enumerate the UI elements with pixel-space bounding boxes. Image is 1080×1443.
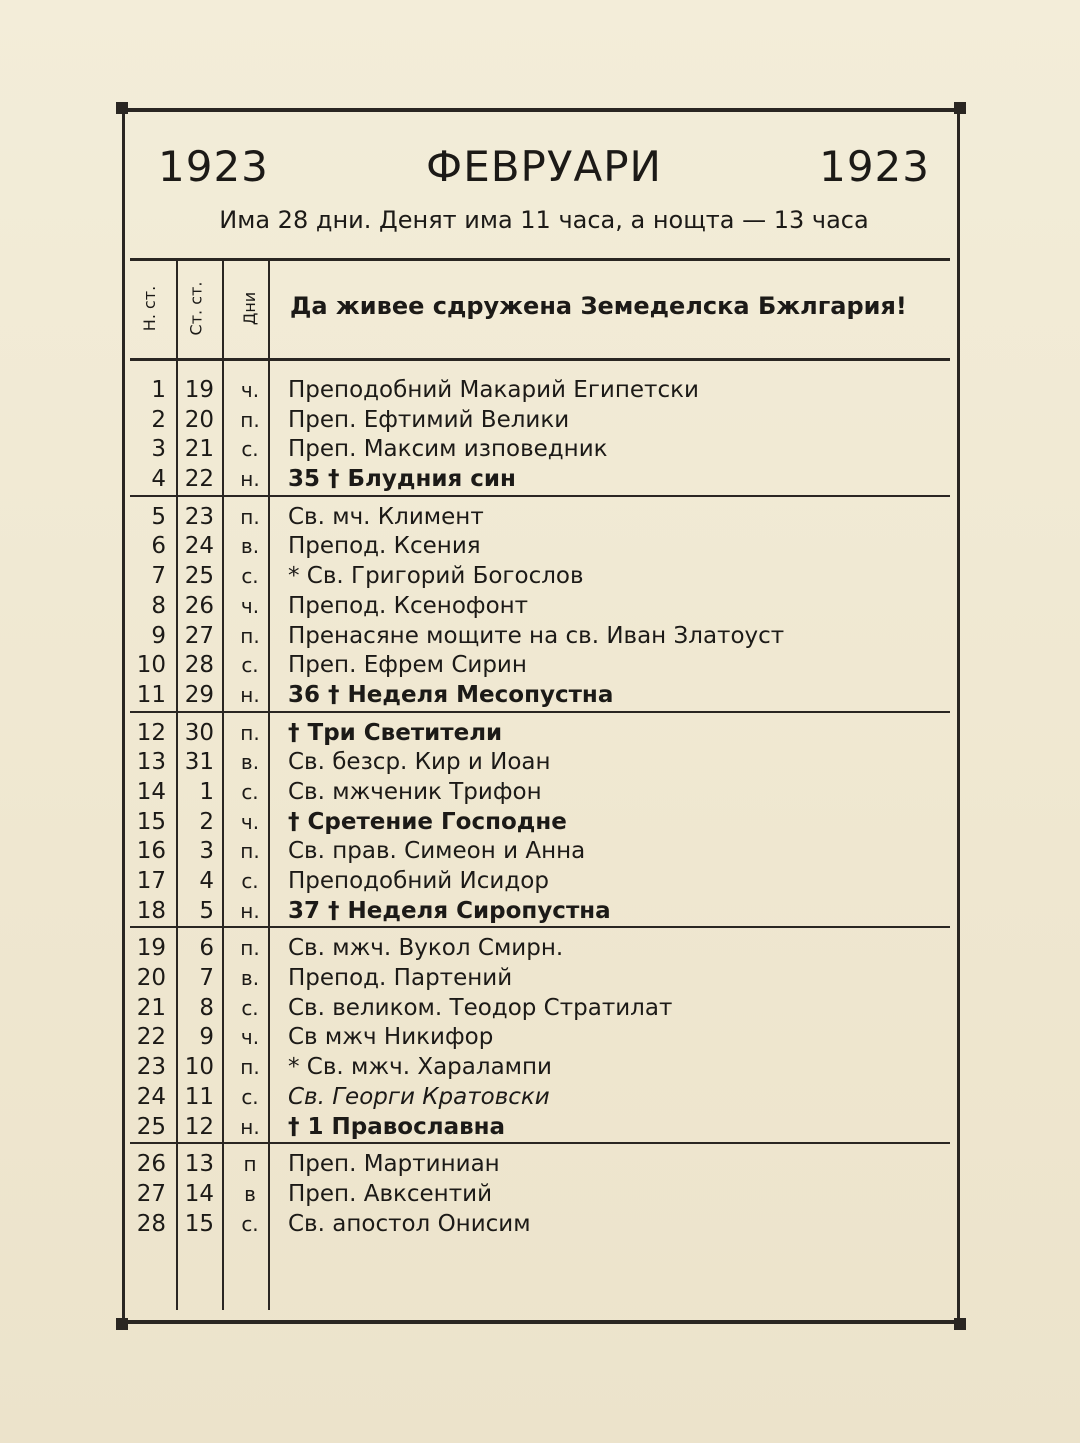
new-style-date: 7 <box>151 563 166 590</box>
new-style-date: 13 <box>136 749 166 776</box>
saint-name: † 1 Православна <box>288 1113 506 1140</box>
new-style-date: 10 <box>136 652 166 679</box>
new-style-date: 21 <box>136 994 166 1021</box>
saint-name: 37 † Неделя Сиропустна <box>288 897 611 924</box>
new-style-date: 11 <box>136 681 166 708</box>
day-row <box>130 435 950 465</box>
weekday: с. <box>241 779 259 804</box>
weekday: с. <box>241 564 259 589</box>
saint-name: Преп. Максим изповедник <box>288 436 608 463</box>
old-style-date: 9 <box>199 1024 214 1051</box>
day-row <box>130 808 950 838</box>
day-row <box>130 964 950 994</box>
new-style-date: 16 <box>136 838 166 865</box>
weekday: н. <box>240 467 260 492</box>
new-style-date: 27 <box>136 1180 166 1207</box>
new-style-header: Н. ст. <box>140 285 160 331</box>
day-row <box>130 748 950 778</box>
new-style-date: 14 <box>136 778 166 805</box>
new-style-date: 15 <box>136 808 166 835</box>
saint-name: Св. мжченик Трифон <box>288 778 542 805</box>
saint-name: Преподобний Макарий Египетски <box>288 377 699 403</box>
saint-name: Св. мжч. Вукол Смирн. <box>288 935 564 962</box>
weekday: с. <box>241 869 259 893</box>
day-row <box>130 934 950 964</box>
top-rule <box>120 108 960 112</box>
corner-ornament <box>116 102 128 114</box>
weekday: н. <box>240 1114 260 1139</box>
weekday: с. <box>241 437 259 462</box>
day-row <box>130 1083 950 1113</box>
new-style-date: 5 <box>151 503 166 530</box>
old-style-date: 27 <box>184 622 214 649</box>
new-style-date: 26 <box>136 1151 166 1178</box>
saint-name: * Св. Григорий Богослов <box>288 563 584 590</box>
new-style-date: 20 <box>136 965 166 992</box>
day-row <box>130 837 950 867</box>
weekday: с. <box>241 653 259 678</box>
weekday: в <box>244 1181 256 1206</box>
weekday: в. <box>240 534 260 559</box>
old-style-date: 25 <box>184 563 214 590</box>
old-style-date: 19 <box>184 377 214 403</box>
corner-ornament <box>954 1318 966 1330</box>
saint-name: Св. прав. Симеон и Анна <box>288 838 586 865</box>
new-style-date: 19 <box>136 935 166 962</box>
old-style-date: 22 <box>184 466 214 493</box>
month-title: ФЕВРУАРИ <box>426 142 662 191</box>
saint-name: Св. безср. Кир и Иоан <box>288 749 551 776</box>
saint-name: Препод. Ксения <box>288 533 481 560</box>
old-style-date: 4 <box>199 868 214 894</box>
new-style-date: 17 <box>136 868 166 894</box>
old-style-header: Ст. ст. <box>186 281 206 335</box>
old-style-date: 26 <box>184 592 214 619</box>
saint-name: Преп. Авксентий <box>288 1180 493 1207</box>
weekday: п. <box>240 720 260 745</box>
weekday: с. <box>241 1084 259 1109</box>
weekday: н. <box>240 898 260 923</box>
weekday: в. <box>240 750 260 775</box>
day-row <box>130 897 950 929</box>
old-style-date: 21 <box>184 436 214 463</box>
saint-name: Пренасяне мощите на св. Иван Златоуст <box>288 622 785 649</box>
old-style-date: 3 <box>199 838 214 865</box>
old-style-date: 28 <box>184 652 214 679</box>
old-style-date: 20 <box>184 406 214 433</box>
weekday: в. <box>240 966 260 991</box>
saint-name: † Сретение Господне <box>288 808 567 835</box>
saint-name: Св. Георги Кратовски <box>288 1083 550 1110</box>
weekday: п. <box>240 407 260 432</box>
year-left: 1923 <box>158 142 269 191</box>
weekday: п. <box>240 623 260 648</box>
old-style-date: 8 <box>199 994 214 1021</box>
day-row <box>130 1210 950 1240</box>
day-row <box>130 1113 950 1145</box>
new-style-date: 9 <box>151 622 166 649</box>
saint-name: * Св. мжч. Харалампи <box>288 1054 553 1081</box>
saint-name: Препод. Партений <box>288 965 513 992</box>
day-row <box>130 867 950 897</box>
old-style-date: 2 <box>199 808 214 835</box>
day-row <box>130 651 950 681</box>
old-style-date: 31 <box>184 749 214 776</box>
motto: Да живее сдружена Земеделска Бжлгария! <box>290 292 907 320</box>
new-style-date: 24 <box>136 1083 166 1110</box>
day-row <box>130 1180 950 1210</box>
weekday: н. <box>240 682 260 707</box>
new-style-date: 28 <box>136 1210 166 1237</box>
saint-name: † Три Светители <box>288 719 503 746</box>
weekday: ч. <box>240 809 260 834</box>
month-subtitle: Има 28 дни. Денят има 11 часа, а нощта — 13 часа <box>219 206 869 234</box>
new-style-date: 12 <box>136 719 166 746</box>
saint-name: Св. великом. Теодор Стратилат <box>288 994 673 1021</box>
day-row <box>130 406 950 436</box>
old-style-date: 12 <box>184 1113 214 1140</box>
old-style-date: 11 <box>184 1083 214 1110</box>
left-rule <box>122 108 125 1324</box>
day-row <box>130 681 950 713</box>
day-row <box>130 1150 950 1180</box>
saint-name: Преп. Ефрем Сирин <box>288 652 527 679</box>
day-header: Дни <box>240 291 260 325</box>
old-style-date: 6 <box>199 935 214 962</box>
corner-ornament <box>954 102 966 114</box>
saint-name: Преподобний Исидор <box>288 868 549 894</box>
old-style-date: 10 <box>184 1054 214 1081</box>
days-table <box>130 376 950 1239</box>
weekday: п. <box>240 839 260 864</box>
saint-name: 35 † Блудния син <box>288 466 516 493</box>
old-style-date: 30 <box>184 719 214 746</box>
day-row <box>130 994 950 1024</box>
new-style-date: 6 <box>151 533 166 560</box>
day-row <box>130 592 950 622</box>
column-header <box>130 260 950 356</box>
weekday: п. <box>240 1055 260 1080</box>
old-style-date: 1 <box>199 778 214 805</box>
new-style-date: 18 <box>136 897 166 924</box>
old-style-date: 23 <box>184 503 214 530</box>
corner-ornament <box>116 1318 128 1330</box>
header-bottom-rule <box>130 358 950 361</box>
year-right: 1923 <box>819 142 930 191</box>
saint-name: Св мжч Никифор <box>288 1024 494 1051</box>
saint-name: Преп. Мартиниан <box>288 1151 500 1178</box>
old-style-date: 29 <box>184 681 214 708</box>
saint-name: Преп. Ефтимий Велики <box>288 406 570 433</box>
old-style-date: 5 <box>199 897 214 924</box>
new-style-date: 22 <box>136 1024 166 1051</box>
day-row <box>130 622 950 652</box>
weekday: ч. <box>240 378 260 402</box>
calendar-frame <box>120 108 960 1324</box>
old-style-date: 24 <box>184 533 214 560</box>
weekday: ч. <box>240 1025 260 1050</box>
old-style-date: 14 <box>184 1180 214 1207</box>
saint-name: 36 † Неделя Месопустна <box>288 681 614 708</box>
weekday: с. <box>241 1211 259 1236</box>
weekday: ч. <box>240 593 260 618</box>
new-style-date: 2 <box>151 406 166 433</box>
saint-name: Препод. Ксенофонт <box>288 592 529 619</box>
new-style-date: 8 <box>151 592 166 619</box>
old-style-date: 7 <box>199 965 214 992</box>
old-style-date: 15 <box>184 1210 214 1237</box>
day-row <box>130 778 950 808</box>
new-style-date: 4 <box>151 466 166 493</box>
new-style-date: 25 <box>136 1113 166 1140</box>
new-style-date: 3 <box>151 436 166 463</box>
day-row <box>130 1053 950 1083</box>
day-row <box>130 562 950 592</box>
day-row <box>130 532 950 562</box>
old-style-date: 13 <box>184 1151 214 1178</box>
new-style-date: 1 <box>151 377 166 403</box>
day-row <box>130 1023 950 1053</box>
saint-name: Св. апостол Онисим <box>288 1210 531 1237</box>
saint-name: Св. мч. Климент <box>288 503 484 530</box>
weekday: п. <box>240 936 260 961</box>
weekday: п. <box>240 504 260 529</box>
weekday: с. <box>241 995 259 1020</box>
day-row <box>130 465 950 497</box>
bottom-rule <box>120 1320 960 1324</box>
day-row <box>130 719 950 749</box>
day-row <box>130 376 950 406</box>
weekday: п <box>243 1152 257 1177</box>
day-row <box>130 503 950 533</box>
right-rule <box>957 108 960 1324</box>
new-style-date: 23 <box>136 1054 166 1081</box>
title-row <box>158 142 930 202</box>
